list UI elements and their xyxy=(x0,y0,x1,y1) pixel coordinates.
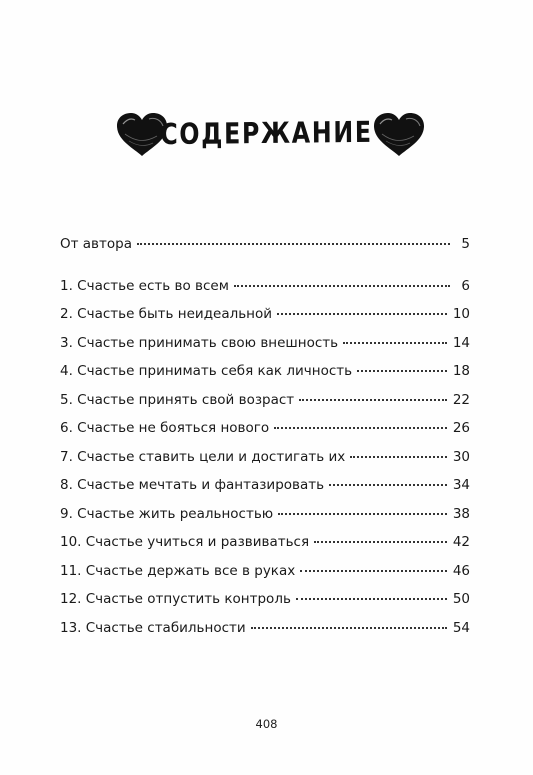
toc-entry[interactable] xyxy=(60,236,470,265)
toc-entry-title: 2. Счастье быть неидеальной xyxy=(60,306,273,322)
toc-entry-page: 42 xyxy=(452,534,470,550)
toc-entry-page: 22 xyxy=(452,391,470,408)
toc-entry-page: 5 xyxy=(461,236,470,252)
toc-leader-dots xyxy=(274,427,447,429)
toc-leader-dots xyxy=(329,484,447,486)
toc-leader-dots xyxy=(278,513,447,515)
toc-entry-page: 30 xyxy=(452,448,470,465)
toc-leader-dots xyxy=(251,627,447,629)
toc-leader-dots xyxy=(296,598,447,600)
toc-entry[interactable] xyxy=(60,506,470,535)
toc-entry-title: 3. Счастье принимать свою внешность xyxy=(60,334,339,351)
toc-leader-dots xyxy=(277,313,447,315)
toc-entry-page: 6 xyxy=(461,277,470,294)
toc-leader-dots xyxy=(343,342,447,344)
toc-entry-title: 10. Счастье учиться и развиваться xyxy=(60,534,310,550)
toc-leader-dots xyxy=(234,285,450,287)
page-title: СОДЕРЖАНИЕ xyxy=(160,114,373,152)
toc-entry-title: 13. Счастье стабильности xyxy=(60,619,246,636)
toc-entry[interactable] xyxy=(60,306,470,335)
title-row xyxy=(0,108,533,164)
toc-leader-dots xyxy=(350,456,447,458)
toc-entry-title: 4. Счастье принимать себя как личность xyxy=(60,363,353,379)
toc-entry-title: 8. Счастье мечтать и фантазировать xyxy=(60,477,325,493)
toc-entry-page: 14 xyxy=(452,334,470,351)
toc-entry[interactable] xyxy=(60,335,470,364)
toc-entry[interactable] xyxy=(60,392,470,421)
toc-entry-title: 6. Счастье не бояться нового xyxy=(60,420,270,436)
toc-entry[interactable] xyxy=(60,620,470,649)
toc-entry[interactable] xyxy=(60,363,470,392)
toc-entry-page: 50 xyxy=(452,591,470,607)
toc-entry-title: 5. Счастье принять свой возраст xyxy=(60,391,295,408)
toc-entry[interactable] xyxy=(60,420,470,449)
toc-leader-dots xyxy=(299,399,447,401)
toc-entry-page: 10 xyxy=(452,306,470,322)
toc-entry-title: 12. Счастье отпустить контроль xyxy=(60,591,291,607)
toc-entry-page: 18 xyxy=(452,363,470,379)
toc-entry[interactable] xyxy=(60,278,470,307)
toc-leader-dots xyxy=(314,541,447,543)
toc-entry-title: 7. Счастье ставить цели и достигать их xyxy=(60,448,346,465)
toc-entry-title: 1. Счастье есть во всем xyxy=(60,277,229,294)
toc-leader-dots xyxy=(137,243,450,245)
heart-icon xyxy=(370,110,428,160)
toc-entry-page: 54 xyxy=(452,619,470,636)
toc-entry-title: От автора xyxy=(60,236,132,252)
toc-entry-title: 9. Счастье жить реальностью xyxy=(60,505,274,522)
toc-leader-dots xyxy=(357,370,447,372)
toc-entry[interactable] xyxy=(60,449,470,478)
toc-entry[interactable] xyxy=(60,591,470,620)
toc-entry-page: 26 xyxy=(452,420,470,436)
toc-entry[interactable] xyxy=(60,563,470,592)
toc-entry-page: 34 xyxy=(452,477,470,493)
table-of-contents xyxy=(60,236,470,648)
toc-entry-title: 11. Счастье держать все в руках xyxy=(60,562,296,579)
toc-entry[interactable] xyxy=(60,477,470,506)
toc-entry[interactable] xyxy=(60,534,470,563)
toc-leader-dots xyxy=(300,570,447,572)
toc-entry-page: 38 xyxy=(452,505,470,522)
page-number: 408 xyxy=(255,717,278,731)
toc-entry-page: 46 xyxy=(452,562,470,579)
